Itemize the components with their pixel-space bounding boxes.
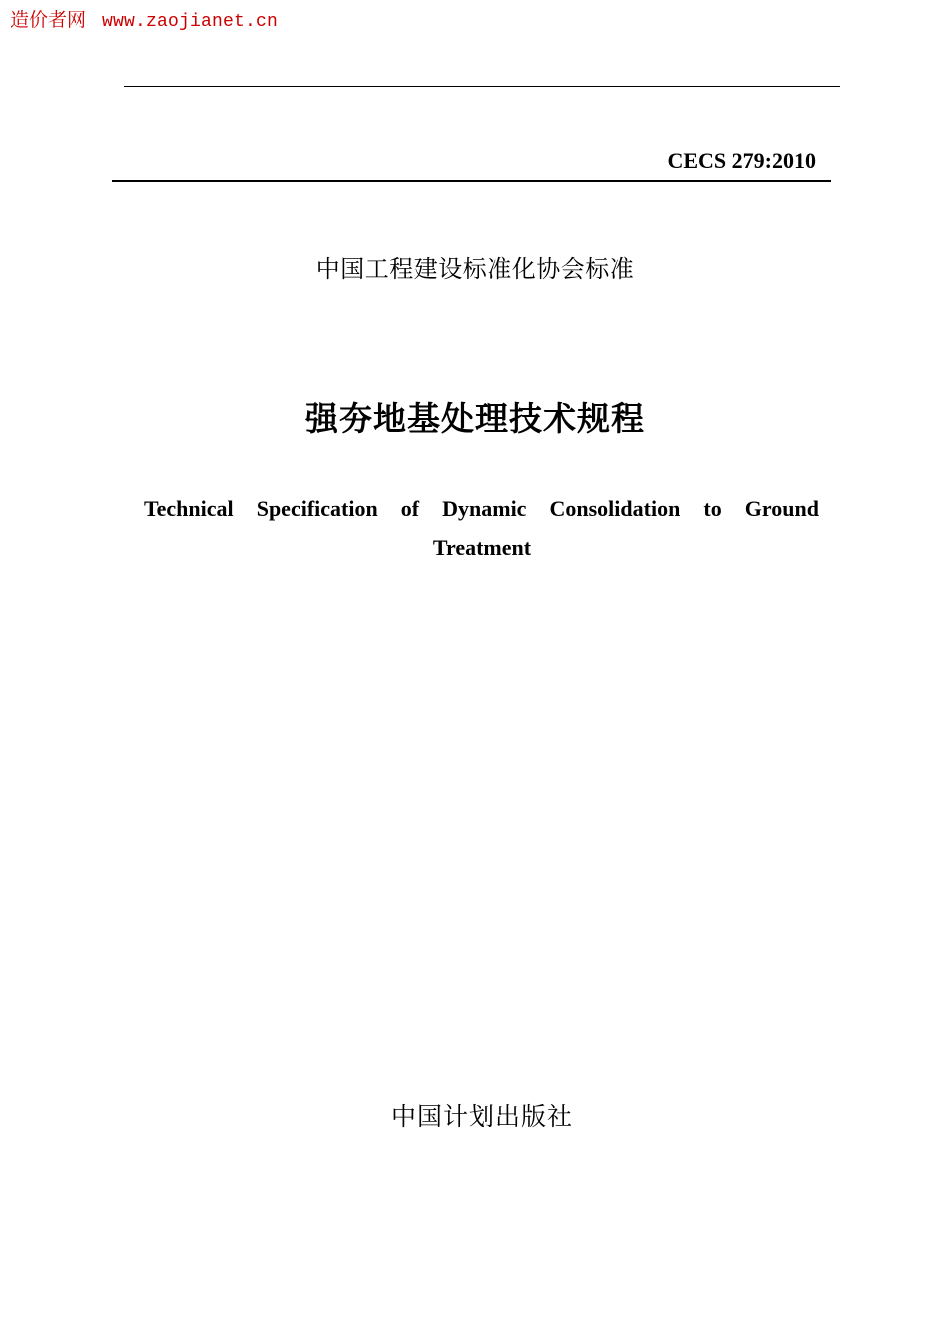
title-en-word: Technical	[144, 496, 234, 521]
title-en-word: of	[400, 496, 420, 521]
top-rule	[124, 86, 840, 87]
title-en-word: to	[703, 496, 722, 521]
title-en-word: Specification	[256, 496, 378, 521]
document-title-en-line1	[144, 494, 819, 524]
document-title-en-line2: Treatment	[432, 535, 532, 560]
title-en-word: Ground	[744, 496, 819, 521]
watermark-url[interactable]: www.zaojianet.cn	[102, 12, 279, 32]
header-rule	[112, 180, 831, 182]
publisher-name: 中国计划出版社	[390, 1102, 573, 1131]
document-title-cn: 强夯地基处理技术规程	[305, 399, 645, 438]
title-en-word: Consolidation	[549, 496, 681, 521]
title-en-word: Dynamic	[442, 496, 527, 521]
watermark-site-name: 造价者网	[10, 9, 87, 31]
association-title: 中国工程建设标准化协会标准	[315, 255, 635, 283]
standard-code: CECS 279:2010	[667, 148, 816, 173]
watermark	[10, 7, 278, 33]
